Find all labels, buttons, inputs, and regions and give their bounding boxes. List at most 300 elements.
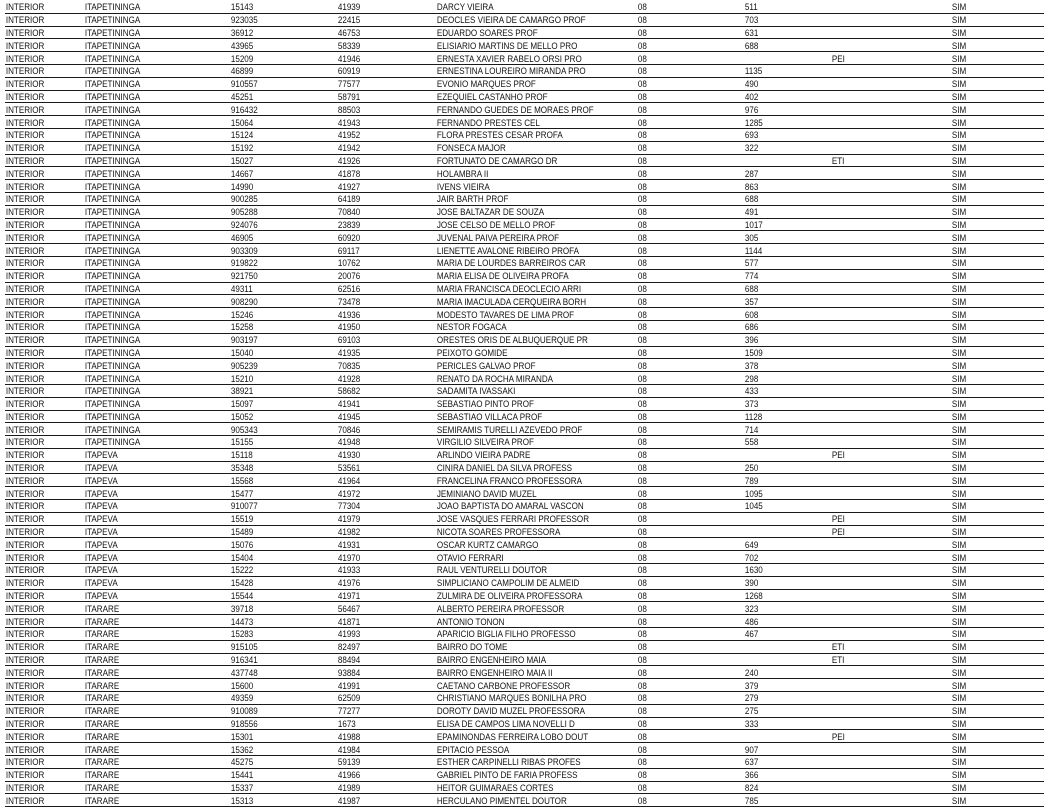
students-cell: 714 [744, 423, 819, 436]
region-cell: INTERIOR [5, 192, 73, 205]
region-cell: INTERIOR [5, 448, 73, 461]
grade-cell: 08 [637, 512, 729, 525]
table-row [5, 653, 1044, 666]
cie-cell: 41991 [337, 679, 422, 692]
school-name-cell: ELISIARIO MARTINS DE MELLO PRO [436, 39, 609, 52]
program-cell [831, 1, 934, 13]
program-cell [831, 551, 934, 564]
table-row [5, 116, 1044, 129]
grade-cell: 08 [637, 564, 729, 577]
cie-cell: 88494 [337, 653, 422, 666]
table-row [5, 500, 1044, 513]
region-cell: INTERIOR [5, 653, 73, 666]
table-row [5, 640, 1044, 653]
school-name-cell: EPAMINONDAS FERREIRA LOBO DOUT [436, 730, 609, 743]
region-cell: INTERIOR [5, 628, 73, 641]
cie-cell: 88503 [337, 103, 422, 116]
region-cell: INTERIOR [5, 576, 73, 589]
city-cell: ITAPETININGA [84, 64, 210, 77]
table-row [5, 128, 1044, 141]
students-cell: 774 [744, 269, 819, 282]
program-cell [831, 474, 934, 487]
students-cell: 785 [744, 794, 819, 807]
city-cell: ITAPETININGA [84, 77, 210, 90]
region-cell: INTERIOR [5, 180, 73, 193]
students-cell [744, 154, 819, 167]
program-cell [831, 576, 934, 589]
status-cell: SIM [951, 269, 1031, 282]
program-cell [831, 244, 934, 257]
code-cell: 15313 [230, 794, 322, 807]
program-cell [831, 77, 934, 90]
cie-cell: 22415 [337, 13, 422, 26]
students-cell: 1095 [744, 487, 819, 500]
table-row [5, 692, 1044, 705]
grade-cell: 08 [637, 768, 729, 781]
table-row [5, 167, 1044, 180]
students-cell: 396 [744, 333, 819, 346]
school-name-cell: ERNESTA XAVIER RABELO ORSI PRO [436, 52, 609, 65]
code-cell: 15155 [230, 436, 322, 449]
school-name-cell: OSCAR KURTZ CAMARGO [436, 538, 609, 551]
school-name-cell: ORESTES ORIS DE ALBUQUERQUE PR [436, 333, 609, 346]
region-cell: INTERIOR [5, 461, 73, 474]
cie-cell: 41928 [337, 372, 422, 385]
table-row [5, 602, 1044, 615]
status-cell: SIM [951, 538, 1031, 551]
cie-cell: 41926 [337, 154, 422, 167]
students-cell [744, 525, 819, 538]
program-cell: PEI [831, 730, 934, 743]
students-cell: 688 [744, 192, 819, 205]
program-cell [831, 756, 934, 769]
grade-cell: 08 [637, 218, 729, 231]
school-name-cell: ARLINDO VIEIRA PADRE [436, 448, 609, 461]
table-row [5, 52, 1044, 65]
grade-cell: 08 [637, 52, 729, 65]
grade-cell: 08 [637, 461, 729, 474]
students-cell: 323 [744, 602, 819, 615]
table-row [5, 359, 1044, 372]
table-row [5, 231, 1044, 244]
students-cell: 608 [744, 308, 819, 321]
grade-cell: 08 [637, 231, 729, 244]
school-list-table [5, 1, 1044, 807]
code-cell: 15568 [230, 474, 322, 487]
school-name-cell: RAUL VENTURELLI DOUTOR [436, 564, 609, 577]
school-name-cell: JUVENAL PAIVA PEREIRA PROF [436, 231, 609, 244]
grade-cell: 08 [637, 576, 729, 589]
school-name-cell: ERNESTINA LOUREIRO MIRANDA PRO [436, 64, 609, 77]
school-name-cell: EPITACIO PESSOA [436, 743, 609, 756]
cie-cell: 93884 [337, 666, 422, 679]
program-cell [831, 13, 934, 26]
cie-cell: 41946 [337, 52, 422, 65]
table-row [5, 551, 1044, 564]
program-cell [831, 768, 934, 781]
region-cell: INTERIOR [5, 474, 73, 487]
region-cell: INTERIOR [5, 397, 73, 410]
table-row [5, 295, 1044, 308]
code-cell: 15052 [230, 410, 322, 423]
region-cell: INTERIOR [5, 77, 73, 90]
status-cell: SIM [951, 487, 1031, 500]
region-cell: INTERIOR [5, 781, 73, 794]
table-row [5, 397, 1044, 410]
grade-cell: 08 [637, 141, 729, 154]
cie-cell: 41935 [337, 346, 422, 359]
school-name-cell: MODESTO TAVARES DE LIMA PROF [436, 308, 609, 321]
city-cell: ITARARE [84, 717, 210, 730]
cie-cell: 41966 [337, 768, 422, 781]
city-cell: ITAPETININGA [84, 167, 210, 180]
code-cell: 910557 [230, 77, 322, 90]
students-cell: 1135 [744, 64, 819, 77]
program-cell [831, 704, 934, 717]
program-cell [831, 602, 934, 615]
region-cell: INTERIOR [5, 500, 73, 513]
table-row [5, 346, 1044, 359]
city-cell: ITAPETININGA [84, 116, 210, 129]
students-cell: 490 [744, 77, 819, 90]
cie-cell: 70846 [337, 423, 422, 436]
students-cell: 688 [744, 39, 819, 52]
school-name-cell: PEIXOTO GOMIDE [436, 346, 609, 359]
cie-cell: 60920 [337, 231, 422, 244]
grade-cell: 08 [637, 116, 729, 129]
table-row [5, 756, 1044, 769]
cie-cell: 62509 [337, 692, 422, 705]
grade-cell: 08 [637, 1, 729, 13]
city-cell: ITAPETININGA [84, 1, 210, 13]
region-cell: INTERIOR [5, 205, 73, 218]
status-cell: SIM [951, 512, 1031, 525]
table-row [5, 525, 1044, 538]
grade-cell: 08 [637, 756, 729, 769]
cie-cell: 41964 [337, 474, 422, 487]
students-cell [744, 640, 819, 653]
grade-cell: 08 [637, 64, 729, 77]
students-cell: 402 [744, 90, 819, 103]
city-cell: ITAPEVA [84, 564, 210, 577]
status-cell: SIM [951, 756, 1031, 769]
region-cell: INTERIOR [5, 90, 73, 103]
region-cell: INTERIOR [5, 768, 73, 781]
students-cell: 686 [744, 320, 819, 333]
school-name-cell: EZEQUIEL CASTANHO PROF [436, 90, 609, 103]
table-row [5, 448, 1044, 461]
status-cell: SIM [951, 525, 1031, 538]
grade-cell: 08 [637, 384, 729, 397]
program-cell [831, 692, 934, 705]
city-cell: ITAPEVA [84, 525, 210, 538]
program-cell [831, 461, 934, 474]
table-row [5, 180, 1044, 193]
table-row [5, 64, 1044, 77]
school-name-cell: JOSE CELSO DE MELLO PROF [436, 218, 609, 231]
school-name-cell: GABRIEL PINTO DE FARIA PROFESS [436, 768, 609, 781]
city-cell: ITAPETININGA [84, 231, 210, 244]
school-name-cell: FRANCELINA FRANCO PROFESSORA [436, 474, 609, 487]
region-cell: INTERIOR [5, 794, 73, 807]
status-cell: SIM [951, 295, 1031, 308]
cie-cell: 56467 [337, 602, 422, 615]
table-row [5, 308, 1044, 321]
region-cell: INTERIOR [5, 39, 73, 52]
region-cell: INTERIOR [5, 333, 73, 346]
region-cell: INTERIOR [5, 743, 73, 756]
status-cell: SIM [951, 781, 1031, 794]
school-name-cell: IVENS VIEIRA [436, 180, 609, 193]
city-cell: ITAPEVA [84, 474, 210, 487]
cie-cell: 41952 [337, 128, 422, 141]
table-row [5, 1, 1044, 13]
grade-cell: 08 [637, 628, 729, 641]
students-cell: 1630 [744, 564, 819, 577]
code-cell: 15027 [230, 154, 322, 167]
grade-cell: 08 [637, 525, 729, 538]
program-cell: PEI [831, 52, 934, 65]
program-cell [831, 333, 934, 346]
table-row [5, 564, 1044, 577]
table-row [5, 26, 1044, 39]
table-row [5, 589, 1044, 602]
program-cell: ETI [831, 154, 934, 167]
cie-cell: 60919 [337, 64, 422, 77]
status-cell: SIM [951, 333, 1031, 346]
status-cell: SIM [951, 282, 1031, 295]
code-cell: 15301 [230, 730, 322, 743]
code-cell: 905343 [230, 423, 322, 436]
code-cell: 905239 [230, 359, 322, 372]
cie-cell: 58682 [337, 384, 422, 397]
grade-cell: 08 [637, 448, 729, 461]
status-cell: SIM [951, 180, 1031, 193]
students-cell: 649 [744, 538, 819, 551]
school-name-cell: BAIRRO ENGENHEIRO MAIA II [436, 666, 609, 679]
city-cell: ITAPETININGA [84, 26, 210, 39]
region-cell: INTERIOR [5, 692, 73, 705]
city-cell: ITARARE [84, 756, 210, 769]
grade-cell: 08 [637, 730, 729, 743]
school-name-cell: OTAVIO FERRARI [436, 551, 609, 564]
status-cell: SIM [951, 128, 1031, 141]
grade-cell: 08 [637, 256, 729, 269]
students-cell: 486 [744, 615, 819, 628]
region-cell: INTERIOR [5, 564, 73, 577]
school-name-cell: ESTHER CARPINELLI RIBAS PROFES [436, 756, 609, 769]
table-row [5, 320, 1044, 333]
program-cell [831, 346, 934, 359]
grade-cell: 08 [637, 192, 729, 205]
status-cell: SIM [951, 77, 1031, 90]
program-cell [831, 410, 934, 423]
cie-cell: 41979 [337, 512, 422, 525]
status-cell: SIM [951, 602, 1031, 615]
program-cell [831, 205, 934, 218]
students-cell: 1144 [744, 244, 819, 257]
city-cell: ITARARE [84, 602, 210, 615]
school-name-cell: BAIRRO DO TOME [436, 640, 609, 653]
status-cell: SIM [951, 90, 1031, 103]
students-cell: 379 [744, 679, 819, 692]
city-cell: ITAPETININGA [84, 205, 210, 218]
school-name-cell: NESTOR FOGACA [436, 320, 609, 333]
city-cell: ITARARE [84, 743, 210, 756]
code-cell: 39718 [230, 602, 322, 615]
region-cell: INTERIOR [5, 704, 73, 717]
students-cell: 1509 [744, 346, 819, 359]
cie-cell: 41927 [337, 180, 422, 193]
table-row [5, 730, 1044, 743]
region-cell: INTERIOR [5, 128, 73, 141]
city-cell: ITAPETININGA [84, 269, 210, 282]
cie-cell: 53561 [337, 461, 422, 474]
students-cell: 333 [744, 717, 819, 730]
school-name-cell: FORTUNATO DE CAMARGO DR [436, 154, 609, 167]
city-cell: ITARARE [84, 704, 210, 717]
status-cell: SIM [951, 653, 1031, 666]
table-row [5, 13, 1044, 26]
city-cell: ITAPETININGA [84, 52, 210, 65]
students-cell: 433 [744, 384, 819, 397]
code-cell: 437748 [230, 666, 322, 679]
city-cell: ITAPETININGA [84, 192, 210, 205]
code-cell: 15210 [230, 372, 322, 385]
code-cell: 46905 [230, 231, 322, 244]
region-cell: INTERIOR [5, 512, 73, 525]
grade-cell: 08 [637, 103, 729, 116]
code-cell: 36912 [230, 26, 322, 39]
cie-cell: 41933 [337, 564, 422, 577]
status-cell: SIM [951, 564, 1031, 577]
region-cell: INTERIOR [5, 141, 73, 154]
city-cell: ITAPETININGA [84, 244, 210, 257]
code-cell: 15209 [230, 52, 322, 65]
city-cell: ITARARE [84, 666, 210, 679]
grade-cell: 08 [637, 423, 729, 436]
program-cell [831, 794, 934, 807]
school-name-cell: EVONIO MARQUES PROF [436, 77, 609, 90]
students-cell: 1285 [744, 116, 819, 129]
table-row [5, 628, 1044, 641]
status-cell: SIM [951, 244, 1031, 257]
status-cell: SIM [951, 717, 1031, 730]
program-cell [831, 564, 934, 577]
program-cell [831, 423, 934, 436]
city-cell: ITAPETININGA [84, 39, 210, 52]
table-row [5, 192, 1044, 205]
city-cell: ITAPETININGA [84, 282, 210, 295]
cie-cell: 77277 [337, 704, 422, 717]
students-cell: 907 [744, 743, 819, 756]
cie-cell: 77577 [337, 77, 422, 90]
code-cell: 924076 [230, 218, 322, 231]
status-cell: SIM [951, 692, 1031, 705]
cie-cell: 77304 [337, 500, 422, 513]
city-cell: ITAPETININGA [84, 13, 210, 26]
students-cell: 702 [744, 551, 819, 564]
city-cell: ITARARE [84, 640, 210, 653]
code-cell: 14473 [230, 615, 322, 628]
code-cell: 918556 [230, 717, 322, 730]
status-cell: SIM [951, 192, 1031, 205]
table-row [5, 269, 1044, 282]
students-cell: 378 [744, 359, 819, 372]
students-cell: 631 [744, 26, 819, 39]
code-cell: 15337 [230, 781, 322, 794]
grade-cell: 08 [637, 704, 729, 717]
grade-cell: 08 [637, 743, 729, 756]
status-cell: SIM [951, 461, 1031, 474]
students-cell: 1045 [744, 500, 819, 513]
status-cell: SIM [951, 628, 1031, 641]
region-cell: INTERIOR [5, 154, 73, 167]
cie-cell: 41982 [337, 525, 422, 538]
city-cell: ITAPETININGA [84, 372, 210, 385]
region-cell: INTERIOR [5, 346, 73, 359]
city-cell: ITAPETININGA [84, 320, 210, 333]
code-cell: 15246 [230, 308, 322, 321]
code-cell: 15097 [230, 397, 322, 410]
region-cell: INTERIOR [5, 640, 73, 653]
program-cell [831, 231, 934, 244]
city-cell: ITARARE [84, 768, 210, 781]
grade-cell: 08 [637, 320, 729, 333]
cie-cell: 23839 [337, 218, 422, 231]
code-cell: 49311 [230, 282, 322, 295]
code-cell: 15600 [230, 679, 322, 692]
program-cell: PEI [831, 512, 934, 525]
students-cell: 279 [744, 692, 819, 705]
grade-cell: 08 [637, 474, 729, 487]
cie-cell: 41942 [337, 141, 422, 154]
cie-cell: 20076 [337, 269, 422, 282]
city-cell: ITARARE [84, 653, 210, 666]
students-cell: 703 [744, 13, 819, 26]
status-cell: SIM [951, 679, 1031, 692]
city-cell: ITAPETININGA [84, 154, 210, 167]
grade-cell: 08 [637, 244, 729, 257]
school-name-cell: NICOTA SOARES PROFESSORA [436, 525, 609, 538]
region-cell: INTERIOR [5, 282, 73, 295]
code-cell: 15222 [230, 564, 322, 577]
grade-cell: 08 [637, 180, 729, 193]
table-row [5, 768, 1044, 781]
grade-cell: 08 [637, 13, 729, 26]
status-cell: SIM [951, 1, 1031, 13]
code-cell: 15258 [230, 320, 322, 333]
program-cell [831, 372, 934, 385]
region-cell: INTERIOR [5, 64, 73, 77]
cie-cell: 41984 [337, 743, 422, 756]
program-cell: ETI [831, 653, 934, 666]
table-row [5, 39, 1044, 52]
code-cell: 916341 [230, 653, 322, 666]
cie-cell: 41993 [337, 628, 422, 641]
code-cell: 15143 [230, 1, 322, 13]
school-name-cell: FONSECA MAJOR [436, 141, 609, 154]
region-cell: INTERIOR [5, 116, 73, 129]
city-cell: ITARARE [84, 794, 210, 807]
program-cell [831, 295, 934, 308]
students-cell: 250 [744, 461, 819, 474]
region-cell: INTERIOR [5, 359, 73, 372]
cie-cell: 41970 [337, 551, 422, 564]
status-cell: SIM [951, 205, 1031, 218]
school-name-cell: HOLAMBRA II [436, 167, 609, 180]
school-name-cell: FLORA PRESTES CESAR PROFA [436, 128, 609, 141]
